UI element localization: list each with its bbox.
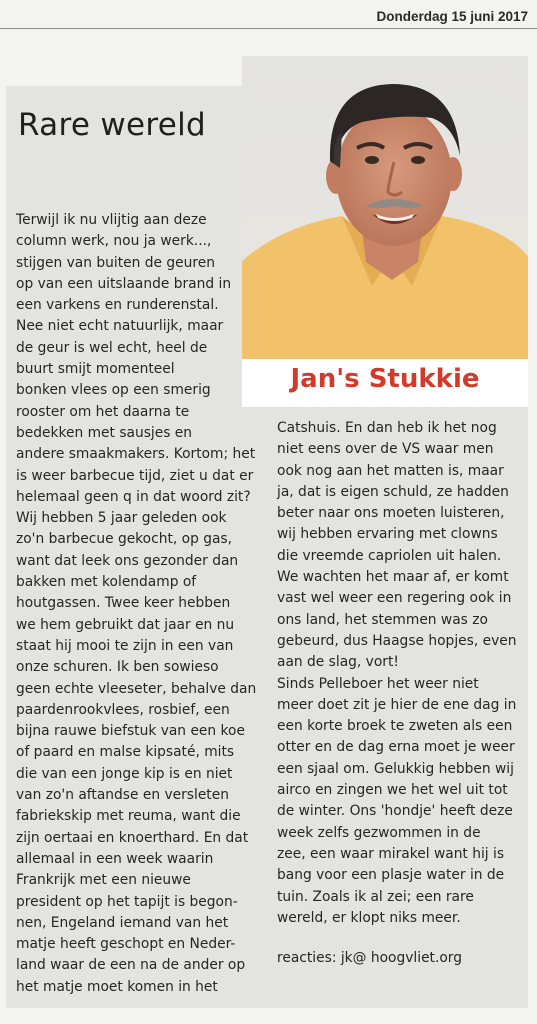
text-line: Sinds Pelleboer het weer niet xyxy=(277,675,479,692)
text-line: otter en de dag erna moet je weer xyxy=(277,739,515,756)
text-line: of paard en malse kipsaté, mits xyxy=(16,744,235,761)
article-title: Rare wereld xyxy=(18,107,206,143)
text-line: paardenrookvlees, rosbief, een xyxy=(16,701,230,718)
text-line: bang voor een plasje water in de xyxy=(277,867,505,884)
text-line: zo'n barbecue gekocht, op gas, xyxy=(16,531,233,548)
text-line: de winter. Ons 'hondje' heeft deze xyxy=(277,803,513,820)
text-line: airco en zingen we het wel uit tot xyxy=(277,782,508,799)
text-line: land waar de een na de ander op xyxy=(16,957,246,974)
text-line: beter naar ons moeten luisteren, xyxy=(277,505,505,522)
text-line: Frankrijk met een nieuwe xyxy=(16,872,191,889)
column-name-box xyxy=(242,359,528,407)
text-line: stijgen van buiten de geuren xyxy=(16,254,215,271)
text-line: een sjaal om. Gelukkig hebben wij xyxy=(277,760,514,777)
text-line: geen echte vleeseter, behalve dan xyxy=(16,680,257,697)
text-line: Nee niet echt natuurlijk, maar xyxy=(16,318,224,335)
text-line: staat hij mooi te zijn in een van xyxy=(16,637,234,654)
text-line: buurt smijt momenteel xyxy=(16,361,175,378)
text-line: een korte broek te zweten als een xyxy=(277,718,513,735)
text-line: wij hebben ervaring met clowns xyxy=(277,526,498,543)
text-line: fabriekskip met reuma, want die xyxy=(16,808,241,825)
text-line: bakken met kolendamp of xyxy=(16,574,197,591)
text-line: houtgassen. Twee keer hebben xyxy=(16,595,231,612)
text-line: andere smaakmakers. Kortom; het xyxy=(16,446,256,463)
text-line: gebeurd, dus Haagse hopjes, even xyxy=(277,632,517,649)
text-line: zee, een waar mirakel want hij is xyxy=(277,845,505,862)
text-line: die vreemde capriolen uit halen. xyxy=(277,547,502,564)
contact-line: reacties: jk@ hoogvliet.org xyxy=(277,950,462,966)
text-line: is weer barbecue tijd, ziet u dat er xyxy=(16,467,254,484)
text-line: die van een jonge kip is en niet xyxy=(16,765,233,782)
text-line: het matje moet komen in het xyxy=(16,978,218,995)
text-line: week zelfs gezwommen in de xyxy=(277,824,481,841)
text-line: want dat leek ons gezonder dan xyxy=(16,552,239,569)
text-line: allemaal in een week waarin xyxy=(16,850,214,867)
text-line: president op het tapijt is begon- xyxy=(16,893,238,910)
text-line: bonken vlees op een smerig xyxy=(16,382,211,399)
text-line: wereld, er klopt niks meer. xyxy=(277,909,461,926)
text-line: We wachten het maar af, er komt xyxy=(277,569,509,586)
text-line: een varkens en runderenstal. xyxy=(16,297,219,314)
text-line: Wij hebben 5 jaar geleden ook xyxy=(16,510,227,527)
text-line: nen, Engeland iemand van het xyxy=(16,914,229,931)
text-line: helemaal geen q in dat woord zit? xyxy=(16,488,251,505)
text-line: Terwijl ik nu vlijtig aan deze xyxy=(16,212,207,228)
text-line: aan de slag, vort! xyxy=(277,654,399,671)
article-column-right xyxy=(277,418,517,929)
header-rule xyxy=(0,28,537,29)
text-line: van zo'n aftandse en versleten xyxy=(16,787,229,804)
text-line: zijn oertaai en knoerthard. En dat xyxy=(16,829,249,846)
text-line: rooster om het daarna te xyxy=(16,403,190,420)
text-line: de geur is wel echt, heel de xyxy=(16,339,208,356)
author-photo xyxy=(242,56,528,359)
text-line: column werk, nou ja werk..., xyxy=(16,233,212,250)
column-name: Jan's Stukkie xyxy=(290,364,480,394)
issue-date: Donderdag 15 juni 2017 xyxy=(376,9,528,24)
text-line: op van een uitslaande brand in xyxy=(16,275,232,292)
text-line: bijna rauwe biefstuk van een koe xyxy=(16,723,245,740)
text-line: vast wel weer een regering ook in xyxy=(277,590,512,607)
text-line: ook nog aan het matten is, maar xyxy=(277,462,504,479)
text-line: meer doet zit je hier de ene dag in xyxy=(277,696,517,713)
text-line: niet eens over de VS waar men xyxy=(277,441,494,458)
text-line: ons land, het stemmen was zo xyxy=(277,611,488,628)
text-line: Catshuis. En dan heb ik het nog xyxy=(277,420,497,436)
article-column-left xyxy=(16,210,256,998)
text-line: ja, dat is eigen schuld, ze hadden xyxy=(277,483,509,500)
text-line: onze schuren. Ik ben sowieso xyxy=(16,659,219,676)
text-line: bedekken met sausjes en xyxy=(16,424,193,441)
text-line: tuin. Zoals ik al zei; een rare xyxy=(277,888,474,905)
text-line: matje heeft geschopt en Neder- xyxy=(16,936,236,953)
text-line: we hem gebruikt dat jaar en nu xyxy=(16,616,235,633)
